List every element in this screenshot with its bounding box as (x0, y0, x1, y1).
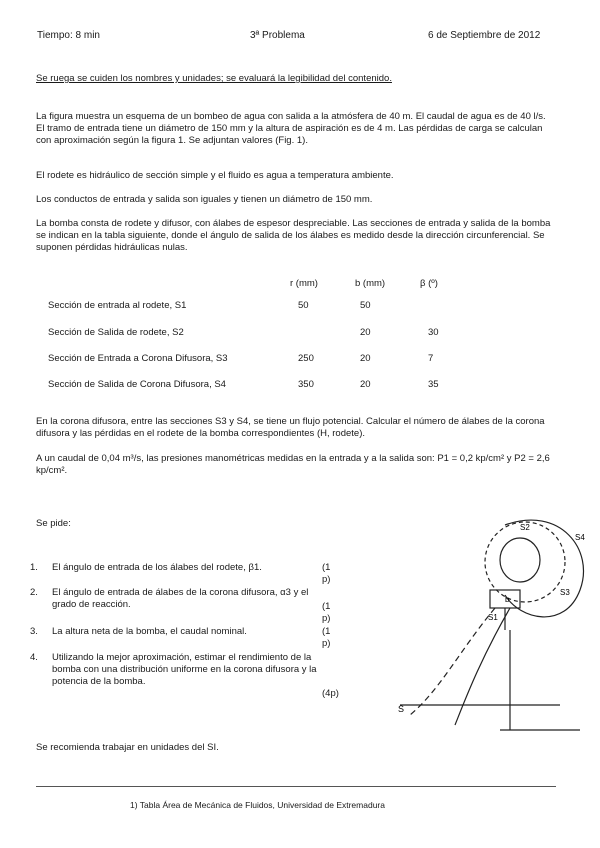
volute-outline (505, 520, 583, 617)
question-text: Utilizando la mejor aproximación, estimar el rendimiento de la bomba con una distribución uniforme en la corona difusora y la potencia de la bomba. (52, 652, 317, 688)
paragraph-5: En la corona difusora, entre las secciones S3 y S4, se tiene un flujo potencial. Calcular el número de álabes de la corona difusora y las pérdidas en el rodete de la bomba correspondientes (H, rodete). (36, 416, 545, 440)
paragraph-4: La bomba consta de rodete y difusor, con álabes de espesor despreciable. Las secciones de entrada y salida de la bomba se indican en la tabla siguiente, donde el ángulo de salida de los álabes es medido desde la dirección circunferencial. Se suponen pérdidas hidráulicas nulas. (36, 218, 551, 254)
row-r: 250 (298, 353, 314, 364)
impeller-hub (500, 538, 540, 582)
question-points: (4p) (322, 688, 339, 699)
question-points: (1 p) (322, 562, 331, 586)
row-r: 50 (298, 300, 309, 311)
footer-note: Se recomienda trabajar en unidades del SI. (36, 742, 219, 753)
pump-diagram (360, 500, 590, 750)
row-angle: 30 (428, 327, 439, 338)
footnote-divider (36, 786, 556, 787)
label-s: S (398, 704, 405, 714)
row-label: Sección de Salida de rodete, S2 (48, 327, 184, 338)
question-text: El ángulo de entrada de álabes de la corona difusora, α3 y el grado de reacción. (52, 587, 309, 611)
question-number: 4. (30, 652, 38, 663)
table-header-angle: β (º) (420, 278, 438, 289)
row-label: Sección de entrada al rodete, S1 (48, 300, 187, 311)
question-points: (1 p) (322, 601, 331, 625)
table-header-r: r (mm) (290, 278, 318, 289)
question-text: El ángulo de entrada de los álabes del rodete, β1. (52, 562, 262, 573)
row-b: 20 (360, 379, 371, 390)
paragraph-1: La figura muestra un esquema de un bombeo de agua con salida a la atmósfera de 40 m. El caudal de agua es de 40 l/s. El tramo de entrada tiene un diámetro de 150 mm y la altura de aspiración es de 4 m. Las pérdidas de carga se calculan con aproximación según la figura 1. Se adjuntan valores (Fig. 1). (36, 111, 546, 147)
row-label: Sección de Entrada a Corona Difusora, S3 (48, 353, 228, 364)
header-time: Tiempo: 8 min (37, 30, 100, 41)
question-number: 3. (30, 626, 38, 637)
row-b: 50 (360, 300, 371, 311)
question-text: La altura neta de la bomba, el caudal nominal. (52, 626, 247, 637)
header-title: 3ª Problema (250, 30, 305, 41)
question-number: 2. (30, 587, 38, 598)
question-points: (1 p) (322, 626, 331, 650)
label-s3: S3 (560, 588, 570, 597)
row-label: Sección de Salida de Corona Difusora, S4 (48, 379, 226, 390)
intro-note: Se ruega se cuiden los nombres y unidades; se evaluará la legibilidad del contenido. (36, 73, 392, 84)
paragraph-3: Los conductos de entrada y salida son iguales y tienen un diámetro de 150 mm. (36, 194, 373, 205)
paragraph-7: Se pide: (36, 518, 71, 529)
row-angle: 35 (428, 379, 439, 390)
label-s2: S2 (520, 523, 530, 532)
footnote: 1) Tabla Área de Mecánica de Fluidos, Universidad de Extremadura (130, 800, 385, 810)
row-angle: 7 (428, 353, 434, 364)
row-r: 350 (298, 379, 314, 390)
question-number: 1. (30, 562, 38, 573)
paragraph-2: El rodete es hidráulico de sección simple y el fluido es agua a temperatura ambiente. (36, 170, 394, 181)
label-s1: S1 (488, 613, 498, 622)
label-s4: S4 (575, 533, 585, 542)
table-header-b: b (mm) (355, 278, 386, 289)
suction-pipe-outer (455, 608, 510, 725)
row-b: 20 (360, 327, 371, 338)
header-date: 6 de Septiembre de 2012 (428, 30, 541, 41)
label-b: b (505, 595, 510, 604)
row-b: 20 (360, 353, 371, 364)
paragraph-6: A un caudal de 0,04 m³/s, las presiones manométricas medidas en la entrada y a la salida son: P1 = 0,2 kp/cm² y P2 = 2,6 kp/cm². (36, 453, 550, 477)
